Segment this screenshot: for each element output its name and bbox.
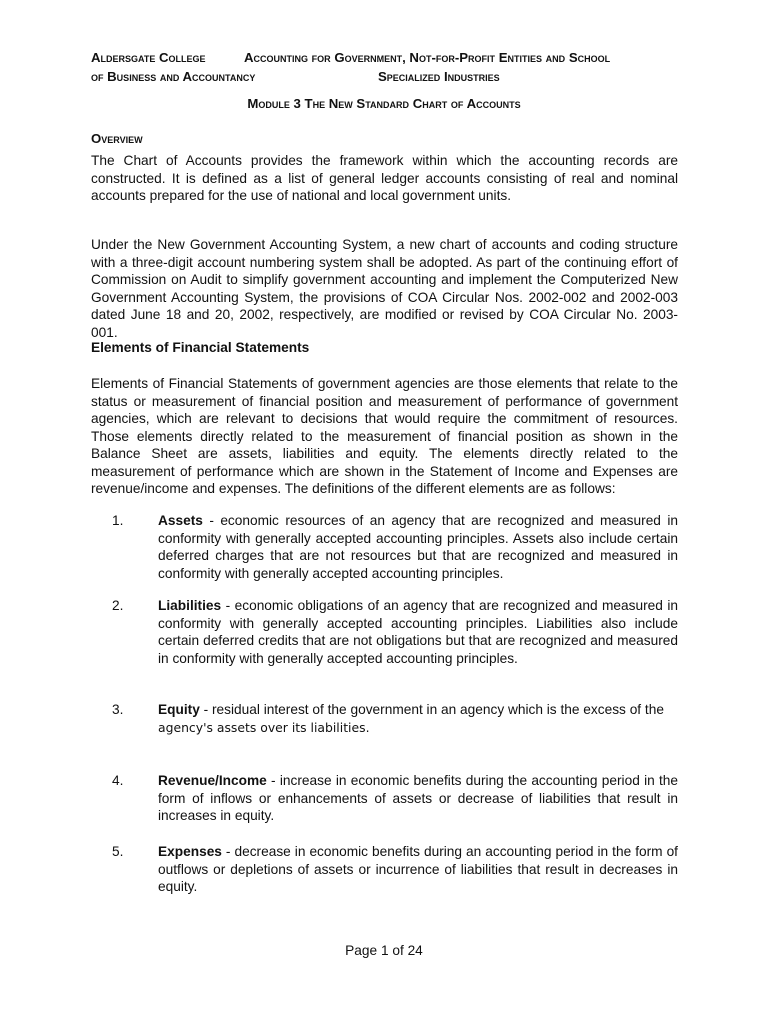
list-item-number: 1. bbox=[112, 513, 124, 528]
list-item-text: - economic obligations of an agency that are recognized and measured in conformity with generally accepted accounting principles. Liabilities also include certain deferred credits that are not obligations but that are recognized and measured in conformity with generally accepted accounting principles. bbox=[158, 598, 678, 666]
list-item-text: - residual interest of the government in an agency which is the excess of the bbox=[199, 702, 664, 717]
institution-header bbox=[91, 48, 255, 86]
module-title: Module 3 The New Standard Chart of Accounts bbox=[247, 96, 521, 111]
list-item-number: 4. bbox=[112, 773, 124, 788]
list-item-term: Equity bbox=[158, 702, 200, 717]
list-item-body bbox=[158, 597, 678, 667]
course-title-line1: Accounting for Government, Not-for-Profit Entities and School bbox=[244, 50, 611, 65]
list-item-body bbox=[158, 512, 678, 582]
institution-name: Aldersgate College bbox=[91, 50, 206, 65]
list-item-number: 2. bbox=[112, 598, 124, 613]
list-item-term: Assets bbox=[158, 513, 203, 528]
list-item-number: 5. bbox=[112, 844, 124, 859]
list-item-body bbox=[158, 843, 678, 896]
list-item-text: - increase in economic benefits during the accounting period in the form of inflows or enhancements of assets or decrease of liabilities that result in increases in equity. bbox=[158, 773, 678, 823]
list-item-term: Expenses bbox=[158, 844, 222, 859]
course-title-line2: Specialized Industries bbox=[378, 69, 500, 84]
list-item-term: Revenue/Income bbox=[158, 773, 267, 788]
list-item-text-tail: agency's assets over its liabilities. bbox=[158, 719, 370, 735]
list-item-text: - decrease in economic benefits during an accounting period in the form of outflows or depletions of assets or incurrence of liabilities that result in decreases in equity. bbox=[158, 844, 678, 894]
section-heading-elements: Elements of Financial Statements bbox=[91, 340, 310, 355]
page-number: Page 1 of 24 bbox=[345, 943, 423, 958]
list-item-text: - economic resources of an agency that are recognized and measured in conformity with generally accepted accounting principles. Assets also include certain deferred charges that are not resources but that are recognized and measured in conformity with generally accepted accounting principles. bbox=[158, 513, 678, 581]
paragraph-elements-intro: Elements of Financial Statements of government agencies are those elements that relate to the status or measurement of financial position and measurement of performance of government agencies, which are relevant to decisions that would require the commitment of resources. Those elements directly related to the measurement of financial position as shown in the Balance Sheet are assets, liabilities and equity. The elements directly related to the measurement of performance which are shown in the Statement of Income and Expenses are revenue/income and expenses. The definitions of the different elements are as follows: bbox=[91, 376, 678, 496]
paragraph-chart-of-accounts: The Chart of Accounts provides the framework within which the accounting records are constructed. It is defined as a list of general ledger accounts consisting of real and nominal accounts prepared for the use of national and local government units. bbox=[91, 153, 678, 203]
overview-heading: Overview bbox=[91, 131, 143, 146]
course-header bbox=[244, 48, 610, 86]
list-item-body bbox=[158, 701, 678, 736]
list-item-term: Liabilities bbox=[158, 598, 222, 613]
institution-subname: of Business and Accountancy bbox=[91, 69, 256, 84]
list-item-number: 3. bbox=[112, 702, 124, 717]
list-item-body bbox=[158, 772, 678, 825]
paragraph-new-government-accounting: Under the New Government Accounting System, a new chart of accounts and coding structure with a three-digit account numbering system shall be adopted. As part of the continuing effort of Commission on Audit to simplify government accounting and implement the Computerized New Government Accounting System, the provisions of COA Circular Nos. 2002-002 and 2002-003 dated June 18 and 20, 2002, respectively, are modified or revised by COA Circular No. 2003-001. bbox=[91, 237, 678, 340]
